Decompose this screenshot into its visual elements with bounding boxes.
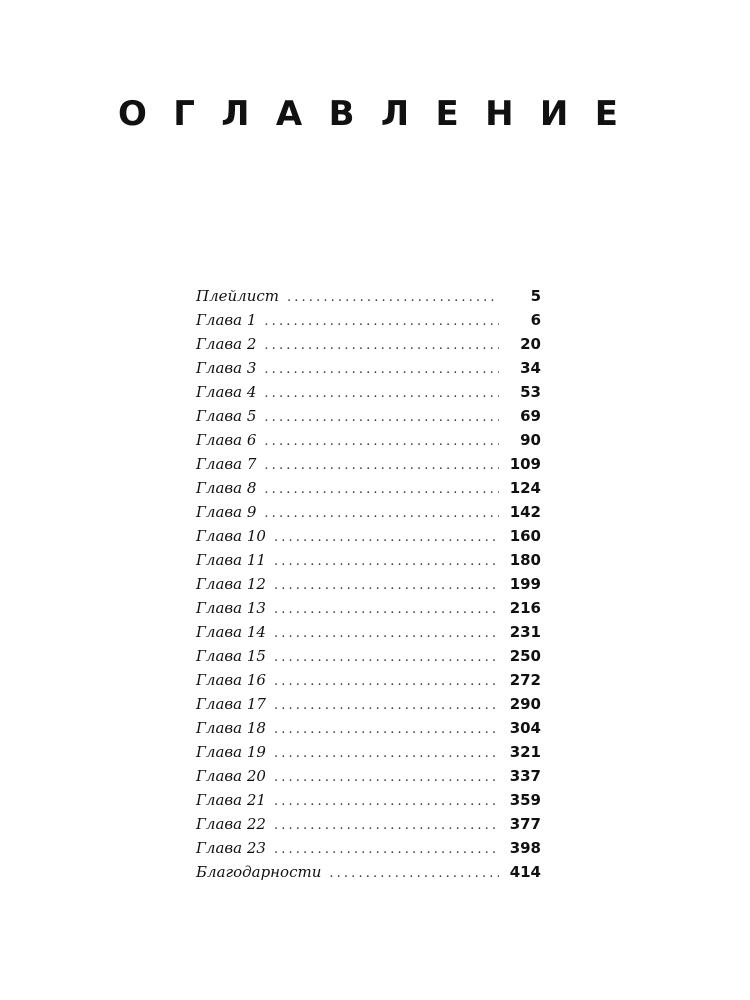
- toc-entry-page-number: 199: [509, 575, 541, 593]
- dot-leader: [274, 838, 499, 862]
- dot-leader: [329, 862, 499, 886]
- toc-entry-label: Глава 2: [196, 335, 257, 353]
- title-letter: Г: [173, 94, 195, 134]
- toc-entry[interactable]: [196, 404, 541, 428]
- title-letter: А: [275, 94, 303, 134]
- toc-entry-label: Глава 1: [196, 311, 257, 329]
- title-letter: Е: [594, 94, 618, 134]
- title-letter: Л: [380, 94, 410, 134]
- toc-entry[interactable]: [196, 716, 541, 740]
- toc-entry[interactable]: [196, 308, 541, 332]
- toc-entry[interactable]: [196, 548, 541, 572]
- toc-entry[interactable]: [196, 620, 541, 644]
- toc-entry-page-number: 6: [530, 311, 541, 329]
- toc-entry[interactable]: [196, 668, 541, 692]
- dot-leader: [274, 550, 499, 574]
- title-letter: О: [118, 94, 147, 134]
- dot-leader: [264, 358, 499, 382]
- toc-entry-label: Глава 12: [196, 575, 266, 593]
- toc-entry-label: Благодарности: [196, 863, 322, 881]
- dot-leader: [274, 766, 499, 790]
- toc-entry-label: Глава 23: [196, 839, 266, 857]
- toc-entry-page-number: 272: [509, 671, 541, 689]
- toc-entry-page-number: 34: [520, 359, 541, 377]
- toc-entry-label: Глава 4: [196, 383, 257, 401]
- dot-leader: [264, 478, 499, 502]
- toc-entry-label: Глава 16: [196, 671, 266, 689]
- dot-leader: [274, 790, 499, 814]
- dot-leader: [264, 430, 499, 454]
- dot-leader: [264, 310, 499, 334]
- dot-leader: [274, 526, 499, 550]
- toc-entry-page-number: 231: [509, 623, 541, 641]
- toc-entry[interactable]: [196, 476, 541, 500]
- toc-entry-page-number: 160: [509, 527, 541, 545]
- toc-entry-page-number: 53: [520, 383, 541, 401]
- toc-entry-page-number: 142: [509, 503, 541, 521]
- toc-entry-label: Глава 8: [196, 479, 257, 497]
- dot-leader: [274, 670, 499, 694]
- toc-entry-page-number: 290: [509, 695, 541, 713]
- toc-entry-label: Глава 20: [196, 767, 266, 785]
- toc-entry-page-number: 216: [509, 599, 541, 617]
- dot-leader: [274, 574, 499, 598]
- toc-entry[interactable]: [196, 860, 541, 884]
- toc-entry-page-number: 304: [509, 719, 541, 737]
- dot-leader: [287, 286, 499, 310]
- toc-entry-label: Глава 3: [196, 359, 257, 377]
- toc-entry-label: Глава 21: [196, 791, 266, 809]
- toc-entry-page-number: 124: [509, 479, 541, 497]
- title-letter: И: [539, 94, 569, 134]
- toc-entry-page-number: 337: [509, 767, 541, 785]
- toc-entry-label: Глава 9: [196, 503, 257, 521]
- title-letter: Н: [485, 94, 514, 134]
- dot-leader: [274, 622, 499, 646]
- page-title: [118, 92, 618, 136]
- dot-leader: [274, 814, 499, 838]
- toc-entry[interactable]: [196, 524, 541, 548]
- toc-entry-label: Глава 10: [196, 527, 266, 545]
- toc-entry-page-number: 250: [509, 647, 541, 665]
- dot-leader: [264, 454, 499, 478]
- toc-entry[interactable]: [196, 428, 541, 452]
- toc-entry-label: Плейлист: [196, 287, 280, 305]
- toc-entry[interactable]: [196, 332, 541, 356]
- toc-entry[interactable]: [196, 380, 541, 404]
- dot-leader: [264, 502, 499, 526]
- title-letter: Е: [435, 94, 459, 134]
- toc-entry-label: Глава 7: [196, 455, 257, 473]
- dot-leader: [274, 598, 499, 622]
- toc-entry-label: Глава 15: [196, 647, 266, 665]
- toc-entry-label: Глава 5: [196, 407, 257, 425]
- toc-entry-label: Глава 14: [196, 623, 266, 641]
- toc-entry-page-number: 90: [520, 431, 541, 449]
- dot-leader: [264, 382, 499, 406]
- toc-entry[interactable]: [196, 764, 541, 788]
- toc-entry-page-number: 5: [530, 287, 541, 305]
- dot-leader: [274, 742, 499, 766]
- toc-entry[interactable]: [196, 812, 541, 836]
- toc-entry-label: Глава 22: [196, 815, 266, 833]
- toc-entry[interactable]: [196, 500, 541, 524]
- toc-entry[interactable]: [196, 788, 541, 812]
- toc-entry-page-number: 321: [509, 743, 541, 761]
- toc-entry-page-number: 69: [520, 407, 541, 425]
- dot-leader: [274, 694, 499, 718]
- toc-entry[interactable]: [196, 836, 541, 860]
- toc-entry[interactable]: [196, 692, 541, 716]
- table-of-contents: [196, 284, 541, 884]
- toc-entry-page-number: 377: [509, 815, 541, 833]
- toc-entry-label: Глава 6: [196, 431, 257, 449]
- toc-entry-page-number: 359: [509, 791, 541, 809]
- dot-leader: [274, 718, 499, 742]
- toc-entry[interactable]: [196, 284, 541, 308]
- toc-entry-label: Глава 11: [196, 551, 266, 569]
- dot-leader: [264, 406, 499, 430]
- toc-entry[interactable]: [196, 356, 541, 380]
- toc-entry-page-number: 180: [509, 551, 541, 569]
- toc-entry[interactable]: [196, 452, 541, 476]
- toc-entry-page-number: 414: [509, 863, 541, 881]
- toc-entry-label: Глава 13: [196, 599, 266, 617]
- toc-entry[interactable]: [196, 572, 541, 596]
- toc-entry-label: Глава 18: [196, 719, 266, 737]
- toc-entry[interactable]: [196, 740, 541, 764]
- toc-entry-page-number: 20: [520, 335, 541, 353]
- toc-entry[interactable]: [196, 644, 541, 668]
- toc-entry[interactable]: [196, 596, 541, 620]
- title-letter: Л: [221, 94, 250, 134]
- toc-entry-page-number: 109: [509, 455, 541, 473]
- title-letter: В: [328, 94, 355, 134]
- toc-entry-page-number: 398: [509, 839, 541, 857]
- dot-leader: [264, 334, 499, 358]
- toc-entry-label: Глава 17: [196, 695, 266, 713]
- toc-entry-label: Глава 19: [196, 743, 266, 761]
- dot-leader: [274, 646, 499, 670]
